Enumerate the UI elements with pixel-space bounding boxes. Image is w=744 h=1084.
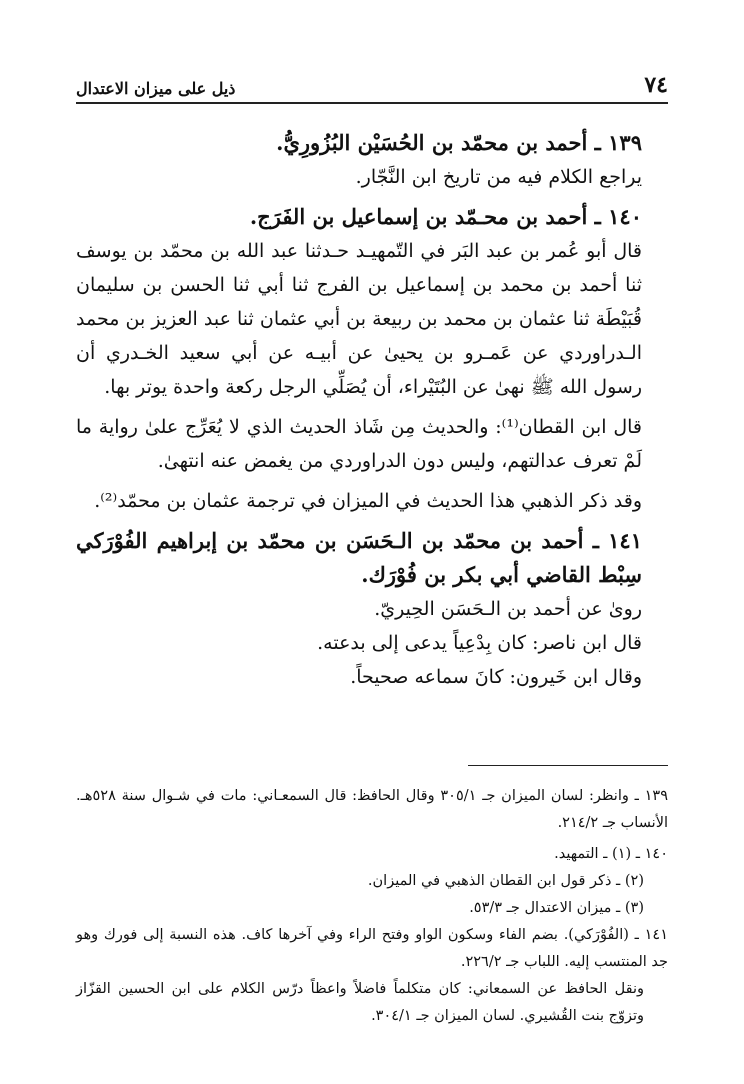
main-text xyxy=(76,126,668,694)
entry-139-text: يراجع الكلام فيه من تاريخ ابن النَّجّار. xyxy=(355,166,642,188)
entry-140-title: ١٤٠ ـ أحمد بن محـمّد بن إسماعيل بن الفَرَج. xyxy=(249,204,642,229)
entry-139-title: ١٣٩ ـ أحمد بن محمّد بن الحُسَيْن البُزُورِيُّ. xyxy=(276,130,642,155)
page-number: ٧٤ xyxy=(644,72,668,98)
entry-140-paragraph-2: قال ابن القطان⁽¹⁾: والحديث مِن شَاذ الحديث الذي لا يُعَرِّج علىٰ رواية ما لَمْ تعرف عدالتهم، وليس دون الدراوردي من يغمض عنه انتهىٰ. xyxy=(76,416,642,472)
entry-140-paragraph-1: قال أبو عُمر بن عبد البَر في التّمهيـد حـدثنا عبد الله بن محمّد بن يوسف ثنا أحمد بن محمد بن إسماعيل بن الفرج ثنا أبي ثنا الحسن بن سليمان قُبَيْطَة ثنا عثمان بن محمد بن ربيعة بن أبي عثمان ثنا عبد العزيز بن محمد الـدراوردي عن عَمـرو بن يحيىٰ عن أبيـه عن أبي سعيد الخـدري أن رسول الله ﷺ نهىٰ عن البُتَيْراء، أن يُصَلِّي الرجل ركعة واحدة يوتر بها. xyxy=(76,240,642,398)
footnote-141-1: ١٤١ ـ (الفُوْرَكي). بضم الفاء وسكون الواو وفتح الراء وفي آخرها كاف. هذه النسبة إلى فورك وهو جد المنتسب إليه. اللباب جـ ٢٢٦/٢. xyxy=(76,927,668,970)
page-header xyxy=(76,70,668,104)
entry-141-paragraph-1: روىٰ عن أحمد بن الـحَسَن الحِيريّ. xyxy=(374,598,642,620)
footnote-divider xyxy=(468,765,668,766)
footnote-140-2: (٢) ـ ذكر قول ابن القطان الذهبي في الميزان. xyxy=(367,873,644,889)
footnote-141-2: ونقل الحافظ عن السمعاني: كان متكلماً فاضلاً واعظاً درّس الكلام على ابن الحسين القزّاز وتزوّج بنت القُشيري. لسان الميزان جـ ٣٠٤/١. xyxy=(76,981,644,1024)
entry-140-paragraph-3: وقد ذكر الذهبي هذا الحديث في الميزان في ترجمة عثمان بن محمّد⁽²⁾. xyxy=(94,490,642,512)
entry-141-paragraph-3: وقال ابن خَيرون: كانَ سماعه صحيحاً. xyxy=(350,666,642,688)
footnotes xyxy=(76,783,668,1030)
footnote-140-1: ١٤٠ ـ (١) ـ التمهيد. xyxy=(554,846,668,862)
running-title: ذيل على ميزان الاعتدال xyxy=(76,79,236,98)
footnote-139: ١٣٩ ـ وانظر: لسان الميزان جـ ٣٠٥/١ وقال الحافظ: قال السمعـاني: مات في شـوال سنة ٥٢٨هـ. الأنساب جـ ٢١٤/٢. xyxy=(76,788,669,831)
entry-141-paragraph-2: قال ابن ناصر: كان بِدْعِياً يدعى إلى بدعته. xyxy=(317,632,642,654)
footnote-140-3: (٣) ـ ميزان الاعتدال جـ ٥٣/٣. xyxy=(469,900,644,916)
entry-141-title: ١٤١ ـ أحمد بن محمّد بن الـحَسَن بن محمّد بن إبراهيم الفُوْرَكي سِبْط القاضي أبي بكر بن فُوْرَك. xyxy=(76,528,642,587)
